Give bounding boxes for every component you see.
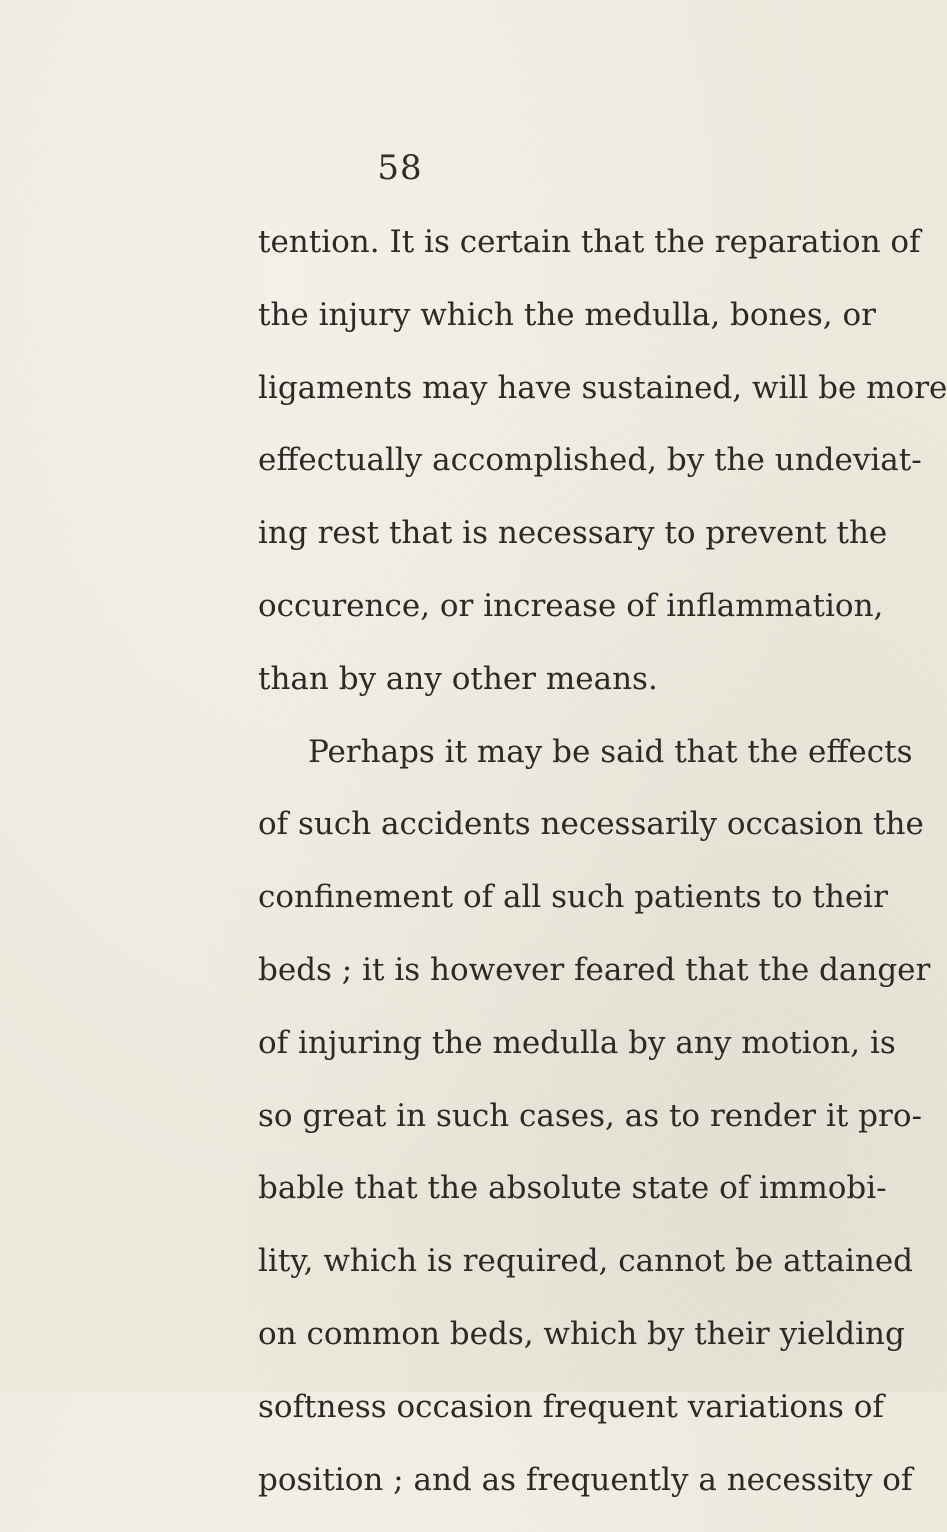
text-line: the injury which the medulla, bones, or: [258, 296, 876, 333]
paragraph-start-line: Perhaps it may be said that the effects: [308, 733, 913, 770]
text-line: tention. It is certain that the reparation of: [258, 224, 921, 260]
text-line: softness occasion frequent variations of: [258, 1388, 884, 1425]
text-line: bable that the absolute state of immobi-: [258, 1170, 887, 1207]
text-line: ing rest that is necessary to prevent the: [258, 515, 888, 552]
body-text: [258, 222, 947, 1532]
text-line: effectually accomplished, by the undeviat-: [258, 442, 922, 479]
text-line: lity, which is required, cannot be attained: [258, 1243, 914, 1280]
text-line: position ; and as frequently a necessity of: [258, 1461, 913, 1498]
text-line: on common beds, which by their yielding: [258, 1315, 905, 1352]
text-line: than by any other means.: [258, 660, 658, 697]
text-line: of such accidents necessarily occasion the: [258, 806, 924, 843]
text-line: ligaments may have sustained, will be more: [258, 369, 947, 406]
text-line: confinement of all such patients to their: [258, 879, 888, 916]
text-line: so great in such cases, as to render it pro-: [258, 1097, 922, 1134]
text-line: occurence, or increase of inflammation,: [258, 587, 884, 624]
text-line: of injuring the medulla by any motion, is: [258, 1024, 896, 1061]
text-line: beds ; it is however feared that the danger: [258, 951, 931, 988]
page-number: 58: [377, 148, 423, 188]
